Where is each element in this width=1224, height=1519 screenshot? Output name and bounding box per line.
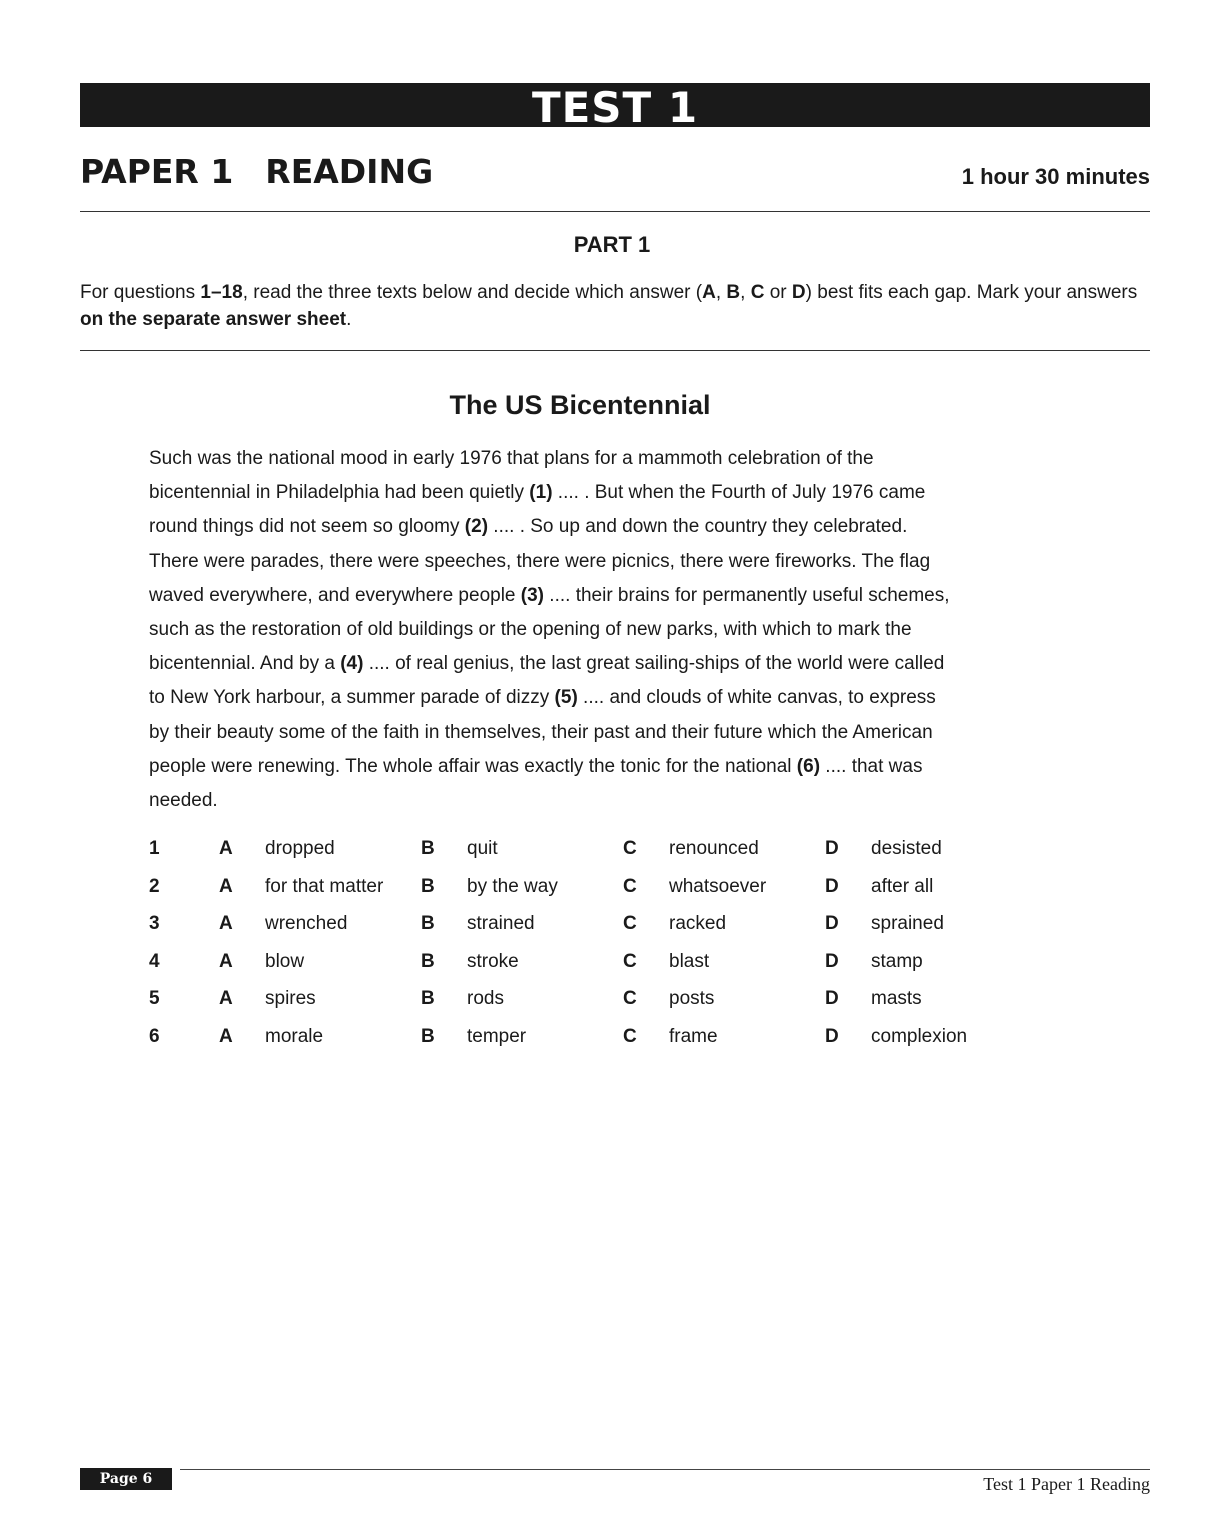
- passage-line: Such was the national mood in early 1976 that plans for a mammoth celebration of the: [149, 448, 874, 469]
- passage: [149, 442, 1029, 818]
- paper-number: PAPER 1: [80, 152, 234, 191]
- option-b: strained: [467, 913, 535, 935]
- question-row: [149, 830, 1049, 868]
- option-c: posts: [669, 988, 715, 1010]
- option-d: masts: [871, 988, 922, 1010]
- option-d: sprained: [871, 913, 944, 935]
- option-letter-c: C: [623, 838, 637, 859]
- question-number: 3: [149, 913, 160, 935]
- footer-rule: [180, 1469, 1150, 1470]
- gap-marker: (6): [796, 755, 821, 777]
- option-a: morale: [265, 1025, 324, 1047]
- gap-marker: (4): [340, 653, 364, 675]
- option-d: stamp: [871, 950, 923, 972]
- question-row: [149, 868, 1049, 906]
- instructions: For questions 1–18, read the three texts below and decide which answer (A, B, C or D) best fits each gap. Mark your answers on the separate answer sheet.: [80, 282, 1138, 330]
- option-letter-b: B: [421, 988, 435, 1010]
- passage-line: such as the restoration of old buildings or the opening of new parks, with which to mark the: [149, 619, 912, 641]
- option-d: after all: [871, 875, 934, 897]
- option-letter-c: C: [623, 1025, 637, 1047]
- test-title: TEST 1: [531, 83, 699, 127]
- option-letter-a: A: [219, 838, 233, 859]
- option-a: spires: [265, 988, 316, 1010]
- option-letter-d: D: [825, 875, 839, 897]
- option-letter-b: B: [421, 838, 435, 859]
- gap-marker: (5): [554, 687, 578, 709]
- passage-line: needed.: [149, 790, 218, 812]
- option-letter-a: A: [219, 950, 233, 972]
- divider: [80, 211, 1150, 212]
- test-banner: [80, 83, 1150, 127]
- option-c: whatsoever: [669, 875, 767, 897]
- option-letter-d: D: [825, 838, 839, 859]
- question-number: 6: [149, 1025, 160, 1047]
- running-head: Test 1 Paper 1 Reading: [983, 1474, 1150, 1494]
- option-a: for that matter: [265, 875, 384, 897]
- option-b: quit: [467, 838, 498, 859]
- question-number: 5: [149, 988, 160, 1010]
- question-number: 1: [149, 838, 160, 859]
- option-c: frame: [669, 1025, 718, 1047]
- option-a: blow: [265, 950, 305, 972]
- question-number: 4: [149, 950, 160, 972]
- passage-line: round things did not seem so gloomy (2) .... . So up and down the country they celebrated.: [149, 516, 908, 538]
- option-letter-d: D: [825, 950, 839, 972]
- gap-marker: (3): [520, 584, 545, 606]
- answer-options: [149, 830, 1049, 1056]
- option-a: dropped: [265, 838, 335, 859]
- option-b: rods: [467, 988, 504, 1010]
- option-letter-a: A: [219, 913, 233, 935]
- option-c: blast: [669, 950, 710, 972]
- option-letter-c: C: [623, 988, 637, 1010]
- question-row: [149, 1018, 1049, 1056]
- option-letter-d: D: [825, 1025, 839, 1047]
- page-number: Page 6: [80, 1468, 172, 1490]
- option-letter-c: C: [623, 875, 637, 897]
- question-row: [149, 980, 1049, 1018]
- option-letter-d: D: [825, 988, 839, 1010]
- exam-duration: 1 hour 30 minutes: [961, 164, 1150, 189]
- question-row: [149, 905, 1049, 943]
- passage-line: There were parades, there were speeches, there were picnics, there were fireworks. The flag: [149, 550, 931, 572]
- option-letter-c: C: [623, 950, 637, 972]
- option-letter-b: B: [421, 1025, 435, 1047]
- option-letter-b: B: [421, 950, 435, 972]
- question-number: 2: [149, 875, 160, 897]
- divider: [80, 350, 1150, 351]
- option-d: complexion: [871, 1025, 968, 1047]
- option-c: renounced: [669, 838, 759, 859]
- option-letter-b: B: [421, 875, 435, 897]
- option-b: stroke: [467, 950, 519, 972]
- gap-marker: (2): [464, 516, 489, 538]
- passage-line: waved everywhere, and everywhere people (3) .... their brains for permanently useful schemes,: [149, 584, 950, 606]
- option-a: wrenched: [265, 913, 348, 935]
- section-name: READING: [265, 152, 434, 191]
- paper-title: [80, 150, 433, 194]
- option-c: racked: [669, 913, 727, 935]
- passage-line: people were renewing. The whole affair was exactly the tonic for the national (6) .... that was: [149, 755, 923, 777]
- passage-line: bicentennial in Philadelphia had been quietly (1) .... . But when the Fourth of July 1976 came: [149, 482, 926, 504]
- passage-line: to New York harbour, a summer parade of dizzy (5) .... and clouds of white canvas, to express: [149, 687, 936, 709]
- option-letter-a: A: [219, 1025, 233, 1047]
- option-letter-a: A: [219, 875, 233, 897]
- option-b: by the way: [467, 875, 558, 897]
- option-letter-a: A: [219, 988, 233, 1010]
- question-row: [149, 943, 1049, 981]
- part-title: PART 1: [573, 232, 651, 257]
- option-d: desisted: [871, 838, 942, 859]
- option-letter-d: D: [825, 913, 839, 935]
- gap-marker: (1): [529, 482, 553, 504]
- option-letter-b: B: [421, 913, 435, 935]
- text-title: The US Bicentennial: [449, 390, 711, 420]
- option-letter-c: C: [623, 913, 637, 935]
- option-b: temper: [467, 1025, 527, 1047]
- passage-line: by their beauty some of the faith in themselves, their past and their future which the American: [149, 721, 933, 743]
- passage-line: bicentennial. And by a (4) .... of real genius, the last great sailing-ships of the world were called: [149, 653, 945, 675]
